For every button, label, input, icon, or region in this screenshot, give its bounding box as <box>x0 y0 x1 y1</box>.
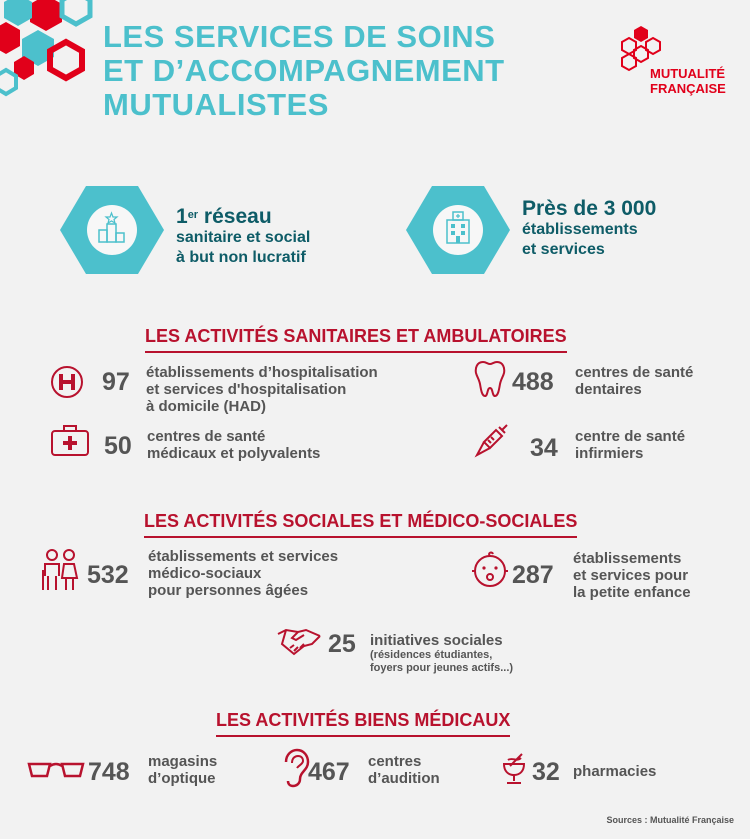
highlight-network-line: à but non lucratif <box>176 249 306 266</box>
dental-count: 488 <box>512 368 554 396</box>
dental-label: centres de santé dentaires <box>575 364 694 398</box>
section-title-sociales: LES ACTIVITÉS SOCIALES ET MÉDICO-SOCIALES <box>144 511 577 538</box>
logo-text <box>650 66 726 96</box>
childhood-label: établissements et services pour la petite enfance <box>573 550 691 601</box>
section-title-sanitaires: LES ACTIVITÉS SANITAIRES ET AMBULATOIRES <box>145 326 567 353</box>
highlight-count-line: et services <box>522 241 605 258</box>
title-line: LES SERVICES DE SOINS <box>103 19 496 54</box>
hexagon-pattern <box>0 0 100 110</box>
title-line: ET D’ACCOMPAGNEMENT <box>103 53 505 88</box>
highlight-network <box>176 206 310 268</box>
highlight-count-line: établissements <box>522 221 638 238</box>
hospital-h-icon <box>50 365 84 399</box>
podium-icon <box>60 184 164 276</box>
elderly-couple-icon <box>42 548 80 594</box>
childhood-count: 287 <box>512 561 554 589</box>
highlight-count-title: Près de 3 000 <box>522 197 657 220</box>
nursing-label: centre de santé infirmiers <box>575 428 686 462</box>
social-label: initiatives sociales <box>370 632 503 649</box>
social-count: 25 <box>328 630 356 658</box>
title-line: MUTUALISTES <box>103 87 329 122</box>
ear-icon <box>282 748 310 788</box>
medical-kit-icon <box>50 423 90 457</box>
page-title <box>103 20 563 122</box>
hospital-label: établissements d’hospitalisation et services d'hospitalisation à domicile (HAD) <box>146 364 378 415</box>
elderly-count: 532 <box>87 561 129 589</box>
hospital-count: 97 <box>102 368 130 396</box>
optics-label: magasins d’optique <box>148 753 218 787</box>
highlight-network-title: 1er réseau <box>176 205 272 228</box>
elderly-label: établissements et services médico-sociaux pour personnes âgées <box>148 548 339 599</box>
pharmacy-label: pharmacies <box>573 763 657 780</box>
source-note: Sources : Mutualité Française <box>606 815 734 825</box>
highlight-network-line: sanitaire et social <box>176 229 311 246</box>
audio-count: 467 <box>308 758 350 786</box>
syringe-icon <box>474 422 510 458</box>
social-note: (résidences étudiantes, foyers pour jeunes actifs...) <box>370 649 514 674</box>
tooth-icon <box>474 360 506 398</box>
section-title-biens: LES ACTIVITÉS BIENS MÉDICAUX <box>216 710 510 737</box>
audio-label: centres d’audition <box>368 753 440 787</box>
baby-icon <box>470 550 510 590</box>
nursing-count: 34 <box>530 434 558 462</box>
medical-label: centres de santé médicaux et polyvalents <box>147 428 321 462</box>
logo-line: FRANÇAISE <box>650 81 726 96</box>
pharmacy-count: 32 <box>532 758 560 786</box>
highlight-count <box>522 198 656 260</box>
optics-count: 748 <box>88 758 130 786</box>
building-icon <box>406 184 510 276</box>
pharmacy-icon <box>500 752 528 786</box>
glasses-icon <box>28 760 84 780</box>
handshake-icon <box>276 626 322 656</box>
logo-line: MUTUALITÉ <box>650 66 726 81</box>
mutualite-logo-icon <box>617 24 667 68</box>
medical-count: 50 <box>104 432 132 460</box>
